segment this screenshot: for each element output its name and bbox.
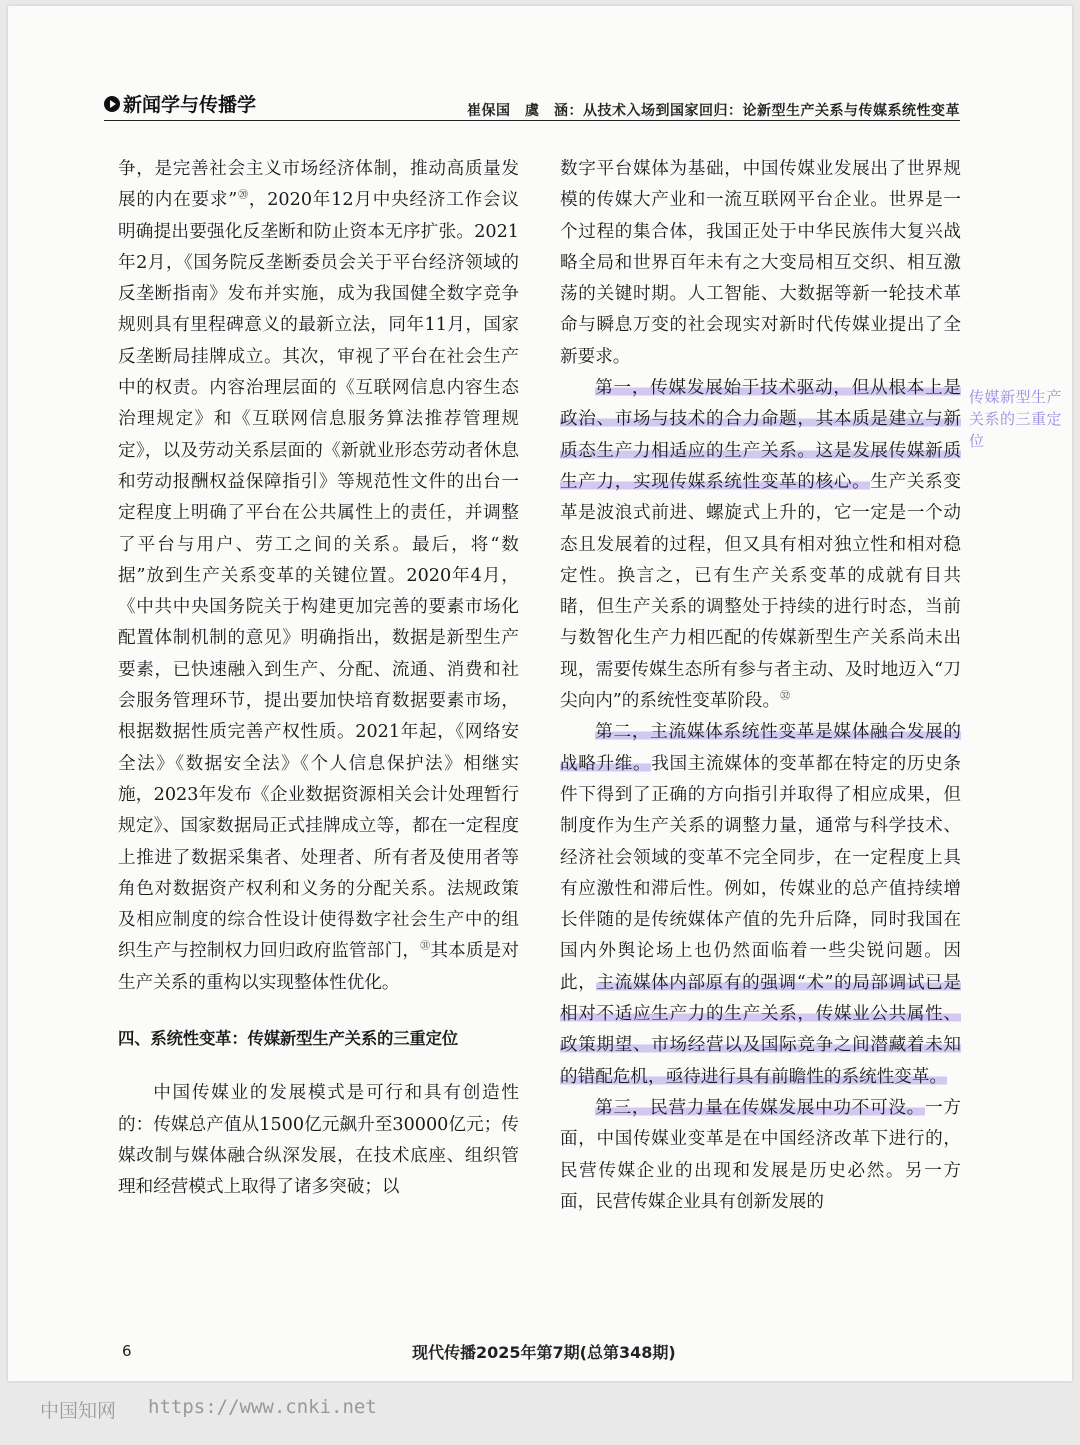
running-header-article-title: 崔保国 虞 涵：从技术入场到国家回归：论新型生产关系与传媒系统性变革 <box>467 103 960 119</box>
journal-issue-footer: 现代传播2025年第7期(总第348期) <box>412 1343 676 1362</box>
footnote-ref[interactable]: ㉛ <box>420 941 431 953</box>
right-paragraph-4[interactable] <box>560 1093 961 1218</box>
spacer <box>118 999 519 1023</box>
right-paragraph-1[interactable]: 数字平台媒体为基础，中国传媒业发展出了世界规模的传媒大产业和一流互联网平台企业。世界是一个过程的集合体，我国正处于中华民族伟大复兴战略全局和世界百年未有之大变局相互交织、相互激荡的关键时期。人工智能、大数据等新一轮技术革命与瞬息万变的社会现实对新时代传媒业提出了全新要求。 <box>560 159 961 367</box>
text-run: 我国主流媒体的变革都在特定的历史条件下得到了正确的方向指引并取得了相应成果，但制度作为生产关系的调整力量，通常与科学技术、经济社会领域的变革不完全同步，在一定程度上具有应激性和滞后性。例如，传媒业的总产值持续增长伴随的是传统媒体产值的先升后降，同时我国在国内外舆论场上也仍然面临着一些尖锐问题。因此， <box>560 753 961 993</box>
journal-logo <box>104 90 256 117</box>
cnki-watermark <box>40 1396 377 1423</box>
text-run: ，2020年12月中央经济工作会议明确提出要强化反垄断和防止资本无序扩张。2021年2月，《国务院反垄断委员会关于平台经济领域的反垄断指南》发布并实施，成为我国健全数字竞争规则具有里程碑意义的最新立法，同年11月，国家反垄断局挂牌成立。其次，审视了平台在社会生产中的权责。内容治理层面的《互联网信息内容生态治理规定》和《互联网信息服务算法推荐管理规定》，以及劳动关系层面的《新就业形态劳动者休息和劳动报酬权益保障指引》等规范性文件的出台一定程度上明确了平台在公共属性上的责任，并调整了平台与用户、劳工之间的关系。最后，将“数据”放到生产关系变革的关键位置。2020年4月，《中共中央国务院关于构建更加完善的要素市场化配置体制机制的意见》明确指出，数据是新型生产要素，已快速融入到生产、分配、流通、消费和社会服务管理环节，提出要加快培育数据要素市场，根据数据性质完善产权性质。2021年起，《网络安全法》《数据安全法》《个人信息保护法》相继实施，2023年发布《企业数据资源相关会计处理暂行规定》、国家数据局正式挂牌成立等，都在一定程度上推进了数据采集者、处理者、所有者及使用者等角色对数据资产权利和义务的分配关系。法规政策及相应制度的综合性设计使得数字社会生产中的组织生产与控制权力回归政府监管部门， <box>118 190 519 962</box>
text-run: 一方面，中国传媒业变革是在中国经济改革下进行的，民营传媒企业的出现和发展是历史必然。另一方面，民营传媒企业具有创新发展的 <box>560 1097 961 1212</box>
journal-page <box>8 6 1072 1381</box>
right-paragraph-2[interactable] <box>560 373 961 717</box>
left-paragraph-1[interactable] <box>118 154 519 999</box>
right-paragraph-3[interactable] <box>560 717 961 1093</box>
text-run: 争，是完善社会主义市场经济体制，推动高质量发展的内在要求” <box>118 159 519 211</box>
section-heading[interactable]: 四、系统性变革：传媒新型生产关系的三重定位 <box>118 1029 459 1049</box>
spacer <box>118 1054 519 1078</box>
text-run: 生产关系变革是波浪式前进、螺旋式上升的，它一定是一个动态且发展着的过程，但又具有相对独立性和相对稳定性。换言之，已有生产关系变革的成就有目共睹，但生产关系的调整处于持续的进行时态，当前与数智化生产力相匹配的传媒新型生产关系尚未出现，需要传媒生态所有参与者主动、及时地迈入“刀尖向内”的系统性变革阶段。 <box>560 471 961 712</box>
text-run: 其本质是对生产关系的重构以实现整体性优化。 <box>118 941 519 993</box>
highlighted-text[interactable]: 第三，民营力量在传媒发展中功不可没。 <box>595 1097 926 1118</box>
watermark-brand: 中国知网 <box>40 1400 117 1422</box>
play-circle-icon <box>104 96 120 112</box>
footnote-ref[interactable]: ㉜ <box>780 691 791 703</box>
highlighted-text[interactable]: 第二，主流媒体系统性变革是媒体融合发展的战略升维。 <box>560 722 961 774</box>
highlighted-text[interactable]: 第一，传媒发展始于技术驱动，但从根本上是政治、市场与技术的合力命题，其本质是建立与新质态生产力相适应的生产关系。这是发展传媒新质生产力，实现传媒系统性变革的核心。 <box>560 378 961 492</box>
left-text-column <box>118 154 519 1204</box>
journal-logo-text: 新闻学与传播学 <box>123 94 257 116</box>
margin-annotation-note[interactable]: 传媒新型生产关系的三重定位 <box>969 388 1063 450</box>
highlighted-text[interactable]: 主流媒体内部原有的强调“术”的局部调试已是相对不适应生产力的生产关系，传媒业公共属性、政策期望、市场经营以及国际竞争之间潜藏着未知的错配危机，亟待进行具有前瞻性的系统性变革。 <box>560 972 961 1087</box>
page-number: 6 <box>122 1342 132 1360</box>
right-text-column <box>560 154 961 1218</box>
watermark-url: https://www.cnki.net <box>148 1396 377 1418</box>
footnote-ref[interactable]: ⑳ <box>237 190 249 202</box>
left-paragraph-2[interactable]: 中国传媒业的发展模式是可行和具有创造性的：传媒总产值从1500亿元飙升至30000亿元；传媒改制与媒体融合纵深发展，在技术底座、组织管理和经营模式上取得了诸多突破；以 <box>118 1083 519 1198</box>
header-divider <box>104 120 960 121</box>
